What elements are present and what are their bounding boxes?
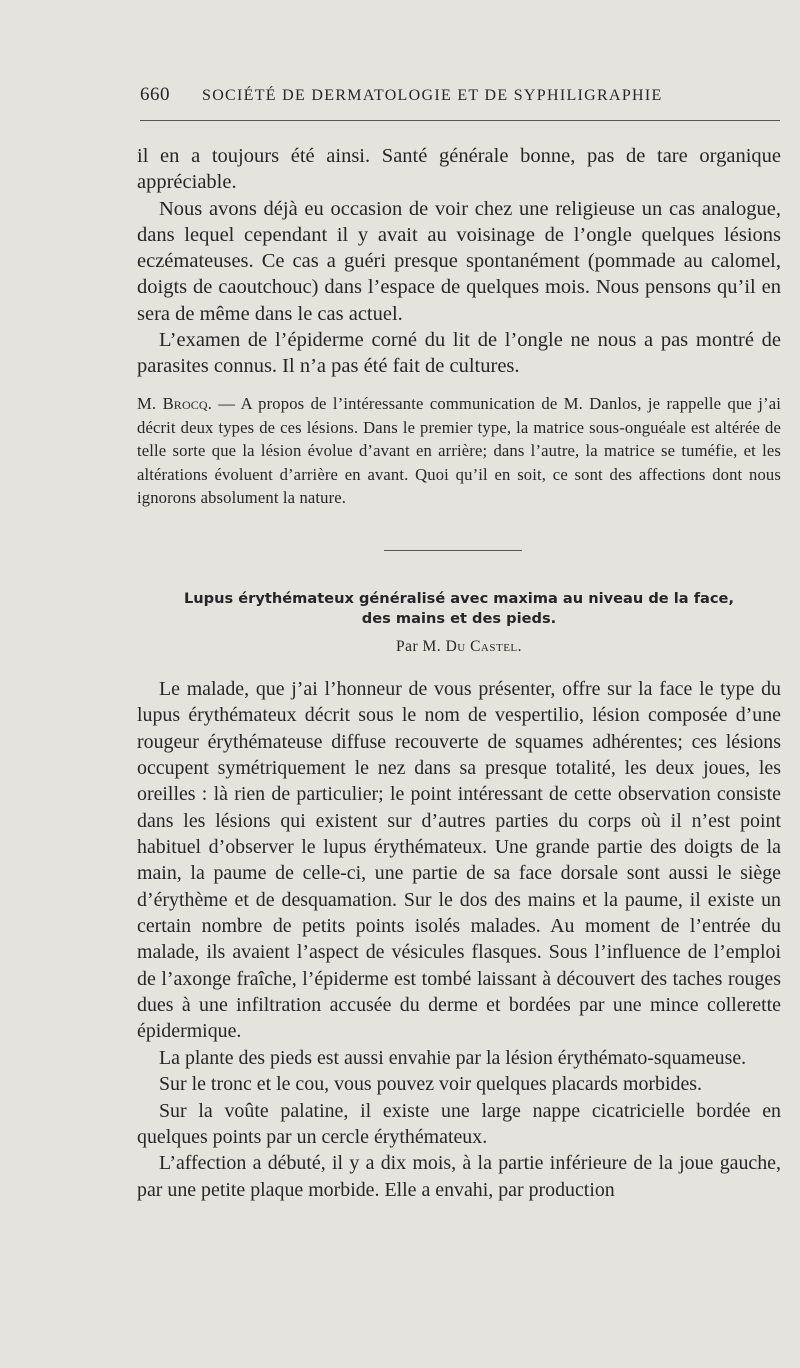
paragraph: Sur la voûte palatine, il existe une large nappe cicatricielle bordée en quelques points par un cercle érythémateux. [137,1099,781,1148]
section-divider [384,550,522,551]
paragraph: Nous avons déjà eu occasion de voir chez une religieuse un cas analogue, dans lequel cependant il y avait au voisinage de l’ongle quelques lésions eczémateuses. Ce cas a guéri presque spontanément (pommade au calomel, doigts de caoutchouc) dans l’espace de quelques mois. Nous pensons qu’il en sera de même dans le cas actuel. [137,197,781,325]
paragraph: Sur le tronc et le cou, vous pouvez voir quelques placards morbides. [159,1073,702,1096]
article-title-line: Lupus érythémateux généralisé avec maxima au niveau de la face, [183,590,734,607]
article-title [137,589,781,629]
byline-author: Du Castel. [445,638,523,655]
remark-text: — A propos de l’intéressante communication de M. Danlos, je rappelle que j’ai décrit deux types de ces lésions. Dans le premier type, la matrice sous-onguéale est altérée de telle sorte que la lésion évolue d’avant en arrière; dans l’autre, la matrice se tuméfie, et les altérations évoluent d’arrière en avant. Quoi qu’il en soit, ce sont des affections dont nous ignorons absolument la nature. [137,394,781,507]
paragraph: il en a toujours été ainsi. Santé générale bonne, pas de tare organique appréciable. [137,145,781,194]
header-rule [140,120,780,121]
paragraph: Le malade, que j’ai l’honneur de vous présenter, offre sur la face le type du lupus érythémateux décrit sous le nom de vespertilio, lésion composée d’une rougeur érythémateuse diffuse recouverte de squames adhérentes; ces lésions occupent symétriquement le nez dans sa presque totalité, les deux joues, les oreilles : là rien de particulier; le point intéressant de cette observation consiste dans les lésions qui existent sur d’autres parties du corps où il n’est point habituel d’observer le lupus érythémateux. Une grande partie des doigts de la main, la paume de celle-ci, une partie de sa face dorsale sont aussi le siège d’érythème et de desquamation. Sur le dos des mains et la paume, il existe un certain nombre de petits points isolés malades. Au moment de l’entrée du malade, ils avaient l’aspect de vésicules flasques. Sous l’influence de l’emploi de l’axonge fraîche, l’épiderme est tombé laissant à découvert des taches rouges dues à une infiltration accusée du derme et bordées par une mince collerette épidermique. [137,678,781,1043]
running-title: SOCIÉTÉ DE DERMATOLOGIE ET DE SYPHILIGRAPHIE [202,87,663,104]
remark-speaker: M. Brocq. [137,394,213,413]
article-byline [137,638,781,656]
discussion-remark [137,392,781,510]
previous-case-text [137,143,781,380]
article-title-line: des mains et des pieds. [361,610,557,627]
article-body [137,676,781,1203]
byline-prefix: Par M. [395,638,442,655]
remark-paragraph [137,392,781,510]
paragraph: L’examen de l’épiderme corné du lit de l’ongle ne nous a pas montré de parasites connus. Il n’a pas été fait de cultures. [137,329,781,378]
running-header [140,84,780,114]
page-number: 660 [140,84,170,105]
paragraph: La plante des pieds est aussi envahie par la lésion érythémato-squameuse. [159,1046,747,1069]
paragraph: L’affection a débuté, il y a dix mois, à la partie inférieure de la joue gauche, par une petite plaque morbide. Elle a envahi, par production [137,1152,781,1201]
